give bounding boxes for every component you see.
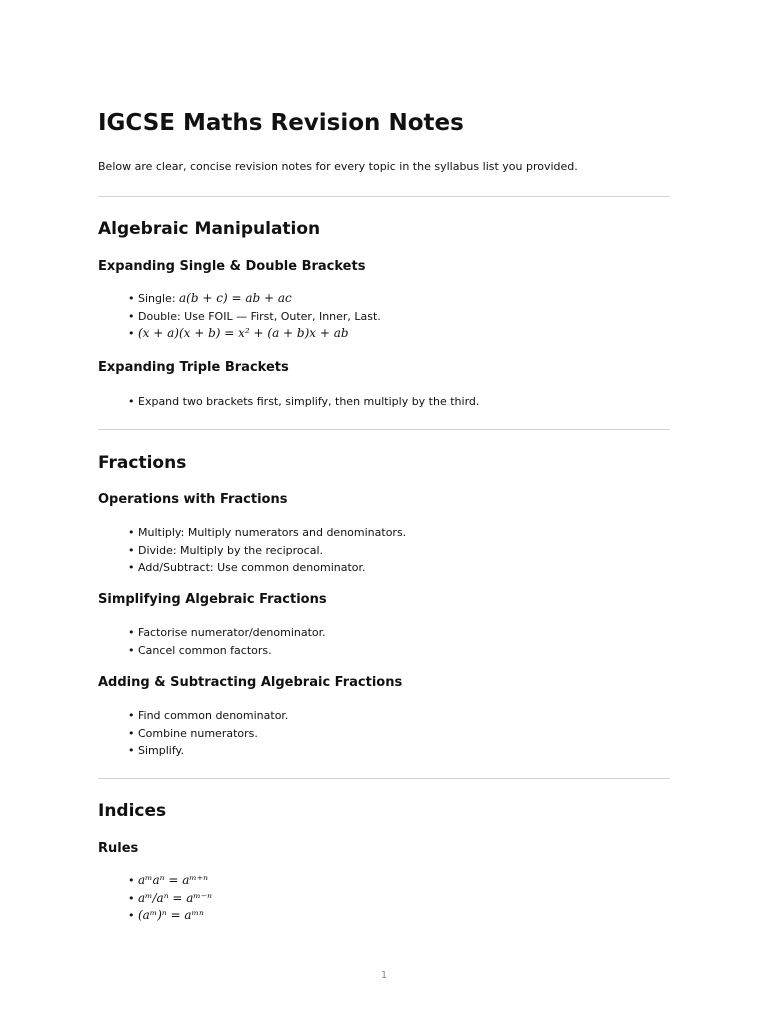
bullet: • xyxy=(128,874,135,887)
bullet: • xyxy=(128,709,135,722)
math-expression: (aᵐ)ⁿ = aᵐⁿ xyxy=(138,908,204,922)
bullet: • xyxy=(128,891,135,905)
list-item xyxy=(128,559,406,577)
bullet: • xyxy=(128,395,135,408)
section-divider xyxy=(98,778,670,779)
bullet-list xyxy=(128,707,288,760)
list-item xyxy=(128,393,479,411)
list-item xyxy=(128,524,406,542)
item-text: Single: xyxy=(138,292,180,305)
bullet-list xyxy=(128,524,406,577)
item-text: Add/Subtract: Use common denominator. xyxy=(138,561,366,574)
list-item xyxy=(128,890,212,908)
subsection-title-simplifying-algebraic-fractions: Simplifying Algebraic Fractions xyxy=(98,592,327,607)
bullet-list xyxy=(128,290,381,343)
bullet: • xyxy=(128,292,135,305)
item-text: Multiply: Multiply numerators and denominators. xyxy=(138,526,407,539)
list-item xyxy=(128,707,288,725)
bullet: • xyxy=(128,626,135,639)
list-item xyxy=(128,725,288,743)
list-item xyxy=(128,325,381,343)
list-item xyxy=(128,907,212,925)
bullet-list xyxy=(128,872,212,925)
section-title-indices: Indices xyxy=(98,801,167,821)
item-text: Expand two brackets first, simplify, then multiply by the third. xyxy=(138,395,480,408)
section-divider xyxy=(98,429,670,430)
bullet: • xyxy=(128,327,135,340)
section-divider xyxy=(98,196,670,197)
bullet-list xyxy=(128,624,326,659)
bullet: • xyxy=(128,726,135,740)
page-number: 1 xyxy=(380,970,388,981)
intro-paragraph: Below are clear, concise revision notes for every topic in the syllabus list you provided. xyxy=(98,160,578,173)
bullet: • xyxy=(128,744,135,757)
list-item xyxy=(128,872,212,890)
subsection-title-triple-brackets: Expanding Triple Brackets xyxy=(98,360,289,375)
subsection-title-adding-subtracting-algebraic-fractions: Adding & Subtracting Algebraic Fractions xyxy=(98,675,403,690)
list-item xyxy=(128,742,288,760)
subsection-title-expanding-brackets: Expanding Single & Double Brackets xyxy=(98,259,366,274)
math-expression: a(b + c) = ab + ac xyxy=(179,291,292,305)
item-text: Combine numerators. xyxy=(138,726,258,740)
bullet: • xyxy=(128,909,135,922)
item-text: Divide: Multiply by the reciprocal. xyxy=(138,543,324,557)
bullet-list xyxy=(128,393,479,411)
bullet: • xyxy=(128,309,135,323)
bullet: • xyxy=(128,543,135,557)
subsection-title-operations-with-fractions: Operations with Fractions xyxy=(98,492,288,507)
list-item xyxy=(128,308,381,326)
item-text: Simplify. xyxy=(138,744,184,757)
list-item xyxy=(128,624,326,642)
bullet: • xyxy=(128,561,135,574)
item-text: Find common denominator. xyxy=(138,709,289,722)
math-expression: aᵐaⁿ = aᵐ⁺ⁿ xyxy=(138,873,208,887)
math-expression: aᵐ/aⁿ = aᵐ⁻ⁿ xyxy=(138,890,212,905)
bullet: • xyxy=(128,643,135,657)
item-text: Factorise numerator/denominator. xyxy=(138,626,326,639)
section-title-fractions: Fractions xyxy=(98,453,187,473)
item-text: Double: Use FOIL — First, Outer, Inner, Last. xyxy=(138,309,381,323)
list-item xyxy=(128,290,381,308)
bullet: • xyxy=(128,526,135,539)
list-item xyxy=(128,642,326,660)
document-title: IGCSE Maths Revision Notes xyxy=(98,110,464,136)
section-title-algebraic-manipulation: Algebraic Manipulation xyxy=(98,219,321,239)
math-expression: (x + a)(x + b) = x² + (a + b)x + ab xyxy=(138,326,349,340)
item-text: Cancel common factors. xyxy=(138,643,272,657)
subsection-title-rules: Rules xyxy=(98,841,139,856)
list-item xyxy=(128,542,406,560)
